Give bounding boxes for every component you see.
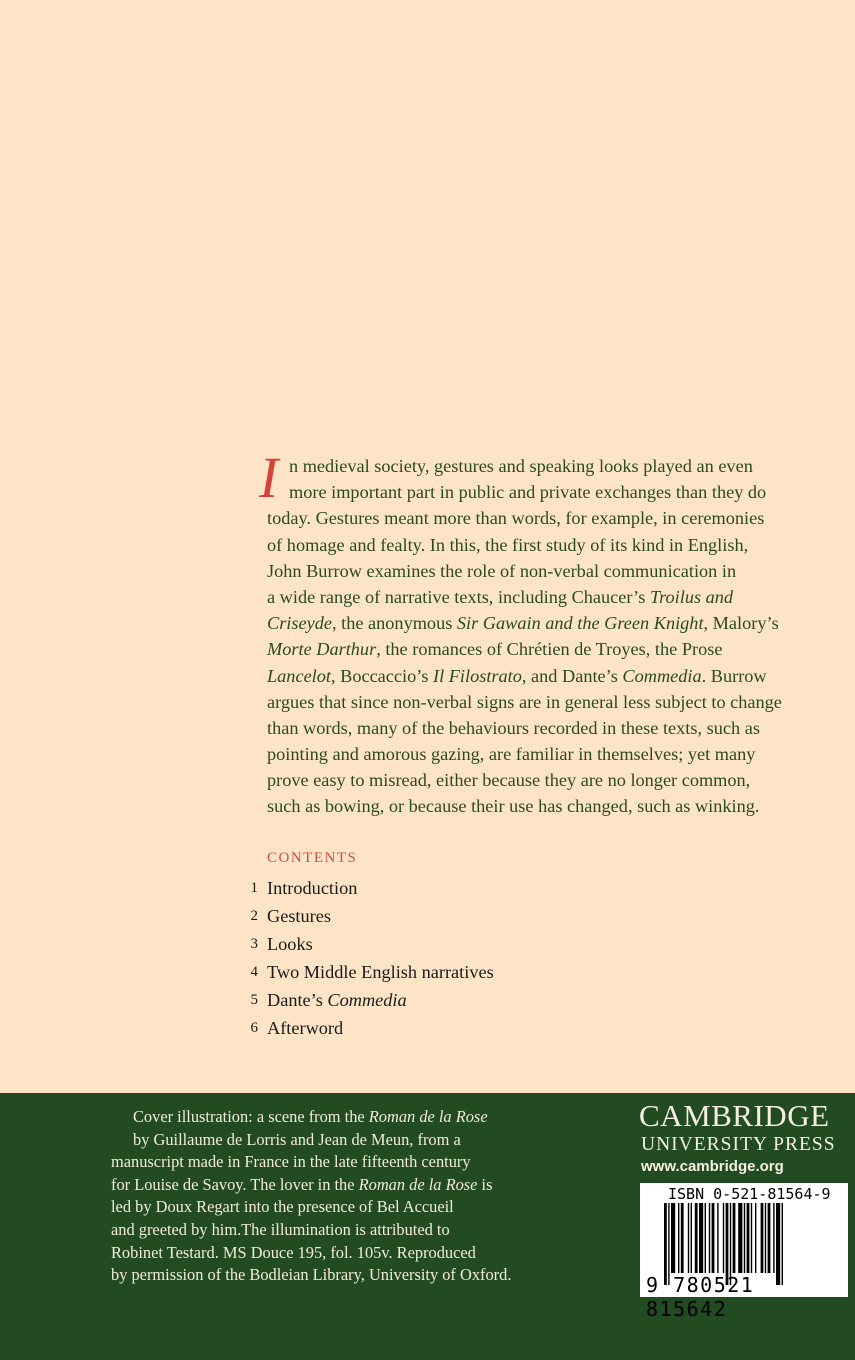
barcode-bar <box>733 1203 736 1273</box>
text-segment: a wide range of narrative texts, including Chaucer’s <box>267 586 650 607</box>
text-segment: Commedia <box>622 665 702 686</box>
text-segment: Roman de la Rose <box>368 1107 488 1126</box>
blurb-line <box>267 610 827 636</box>
text-segment: , the romances of Chrétien de Troyes, the Prose <box>376 639 723 660</box>
text-segment: Robinet Testard. MS Douce 195, fol. 105v. Reproduced <box>111 1242 476 1262</box>
barcode-bar <box>691 1203 692 1273</box>
isbn-text: ISBN 0-521-81564-9 <box>668 1185 831 1203</box>
chapter-number: 1 <box>250 880 258 896</box>
blurb-line <box>267 767 827 793</box>
contents-heading: CONTENTS <box>267 850 358 866</box>
credit-line <box>111 1196 511 1219</box>
credit-line <box>111 1242 511 1265</box>
barcode-bar <box>747 1203 750 1273</box>
text-segment: is <box>477 1174 493 1194</box>
barcode-bar <box>773 1203 774 1273</box>
text-segment: , Boccaccio’s <box>330 665 434 686</box>
cover-credit <box>111 1106 511 1287</box>
barcode-bar <box>755 1203 756 1273</box>
chapter-title: Two Middle English narratives <box>267 962 494 982</box>
text-segment: argues that since non-verbal signs are in general less subject to change <box>267 691 782 712</box>
drop-cap: I <box>259 445 279 510</box>
credit-line <box>111 1129 511 1152</box>
text-segment: led by Doux Regart into the presence of Bel Accueil <box>111 1197 454 1217</box>
text-segment: prove easy to misread, either because they are no longer common, <box>267 770 751 791</box>
barcode-bar <box>695 1203 698 1273</box>
publisher-subname: UNIVERSITY PRESS <box>641 1134 836 1155</box>
chapter-title: Gestures <box>267 906 331 926</box>
chapter-number: 6 <box>250 1020 258 1036</box>
publisher-name: CAMBRIDGE <box>639 1098 830 1133</box>
blurb <box>259 445 827 820</box>
blurb-line <box>267 689 827 715</box>
text-segment: than words, many of the behaviours recorded in these texts, such as <box>267 717 760 738</box>
chapter-number: 4 <box>250 964 258 980</box>
blurb-line <box>267 532 827 558</box>
blurb-line <box>267 741 827 767</box>
text-segment: Criseyde <box>267 613 332 634</box>
toc-item <box>240 902 494 930</box>
text-segment: John Burrow examines the role of non-verbal communication in <box>267 560 737 581</box>
text-segment: , Malory’s <box>703 613 779 634</box>
text-segment: Lancelot <box>267 665 331 686</box>
barcode-bar <box>751 1203 752 1273</box>
chapter-title: Dante’s Commedia <box>267 990 407 1010</box>
text-segment: Troilus and <box>649 586 734 607</box>
text-segment: , the anonymous <box>331 613 457 634</box>
barcode-bar <box>723 1203 724 1273</box>
text-segment: . Burrow <box>701 665 767 686</box>
blurb-line <box>267 505 827 531</box>
text-segment: n medieval society, gestures and speaking looks played an even <box>289 456 753 476</box>
chapter-number: 5 <box>250 992 258 1008</box>
blurb-line <box>267 453 827 479</box>
barcode-bar <box>678 1203 679 1273</box>
chapter-title: Introduction <box>267 878 358 898</box>
credit-line <box>111 1219 511 1242</box>
barcode-bar <box>744 1203 745 1273</box>
barcode-bar <box>699 1203 703 1273</box>
text-segment: of homage and fealty. In this, the first study of its kind in English, <box>267 534 749 555</box>
text-segment: by permission of the Bodleian Library, University of Oxford. <box>111 1265 512 1285</box>
text-segment: today. Gestures meant more than words, for example, in ceremonies <box>267 508 765 529</box>
barcode-bar <box>671 1203 675 1273</box>
toc-item <box>240 958 494 986</box>
barcode-bar <box>712 1203 715 1273</box>
barcode-bar <box>681 1203 684 1273</box>
blurb-line <box>267 479 827 505</box>
text-segment: Cover illustration: a scene from the <box>133 1107 369 1126</box>
text-segment: Sir Gawain and the Green Knight <box>456 613 704 634</box>
blurb-line <box>267 584 827 610</box>
barcode-bar <box>688 1203 689 1273</box>
blurb-line <box>267 663 827 689</box>
blurb-line <box>267 558 827 584</box>
text-segment: manuscript made in France in the late fifteenth century <box>111 1152 471 1172</box>
chapter-title: Looks <box>267 934 313 954</box>
text-segment: by Guillaume de Lorris and Jean de Meun, from a <box>133 1129 461 1149</box>
barcode-bar <box>717 1203 718 1273</box>
text-segment: , and Dante’s <box>521 665 623 686</box>
blurb-line <box>267 793 827 819</box>
barcode-bar <box>705 1203 706 1273</box>
text-segment: more important part in public and private exchanges than they do <box>289 482 767 503</box>
ean-text: 9 780521 815642 <box>646 1273 755 1321</box>
publisher-url[interactable]: www.cambridge.org <box>641 1158 784 1175</box>
barcode-bar <box>738 1203 742 1273</box>
chapter-title: Afterword <box>267 1018 344 1038</box>
barcode-bar <box>765 1203 766 1273</box>
barcode-bar <box>768 1203 771 1273</box>
barcode <box>640 1183 848 1321</box>
toc-item <box>240 986 494 1014</box>
barcode-bar <box>709 1203 710 1273</box>
toc-item <box>240 874 494 902</box>
text-segment: and greeted by him.The illumination is attributed to <box>111 1219 450 1239</box>
text-segment: Il Filostrato <box>433 665 522 686</box>
credit-line <box>111 1174 511 1197</box>
text-segment: pointing and amorous gazing, are familiar in themselves; yet many <box>267 744 756 765</box>
chapter-number: 2 <box>250 908 258 924</box>
text-segment: Roman de la Rose <box>358 1174 478 1194</box>
chapter-number: 3 <box>250 936 258 952</box>
credit-line <box>111 1264 511 1287</box>
blurb-line <box>267 715 827 741</box>
credit-line <box>111 1151 511 1174</box>
blurb-line <box>267 636 827 662</box>
credit-line <box>111 1106 511 1129</box>
text-segment: for Louise de Savoy. The lover in the <box>111 1174 359 1194</box>
toc-item <box>240 930 494 958</box>
toc-item <box>240 1014 494 1042</box>
text-segment: such as bowing, or because their use has changed, such as winking. <box>267 796 760 817</box>
table-of-contents <box>240 874 494 1042</box>
barcode-bar <box>761 1203 764 1273</box>
text-segment: Morte Darthur <box>267 639 377 660</box>
